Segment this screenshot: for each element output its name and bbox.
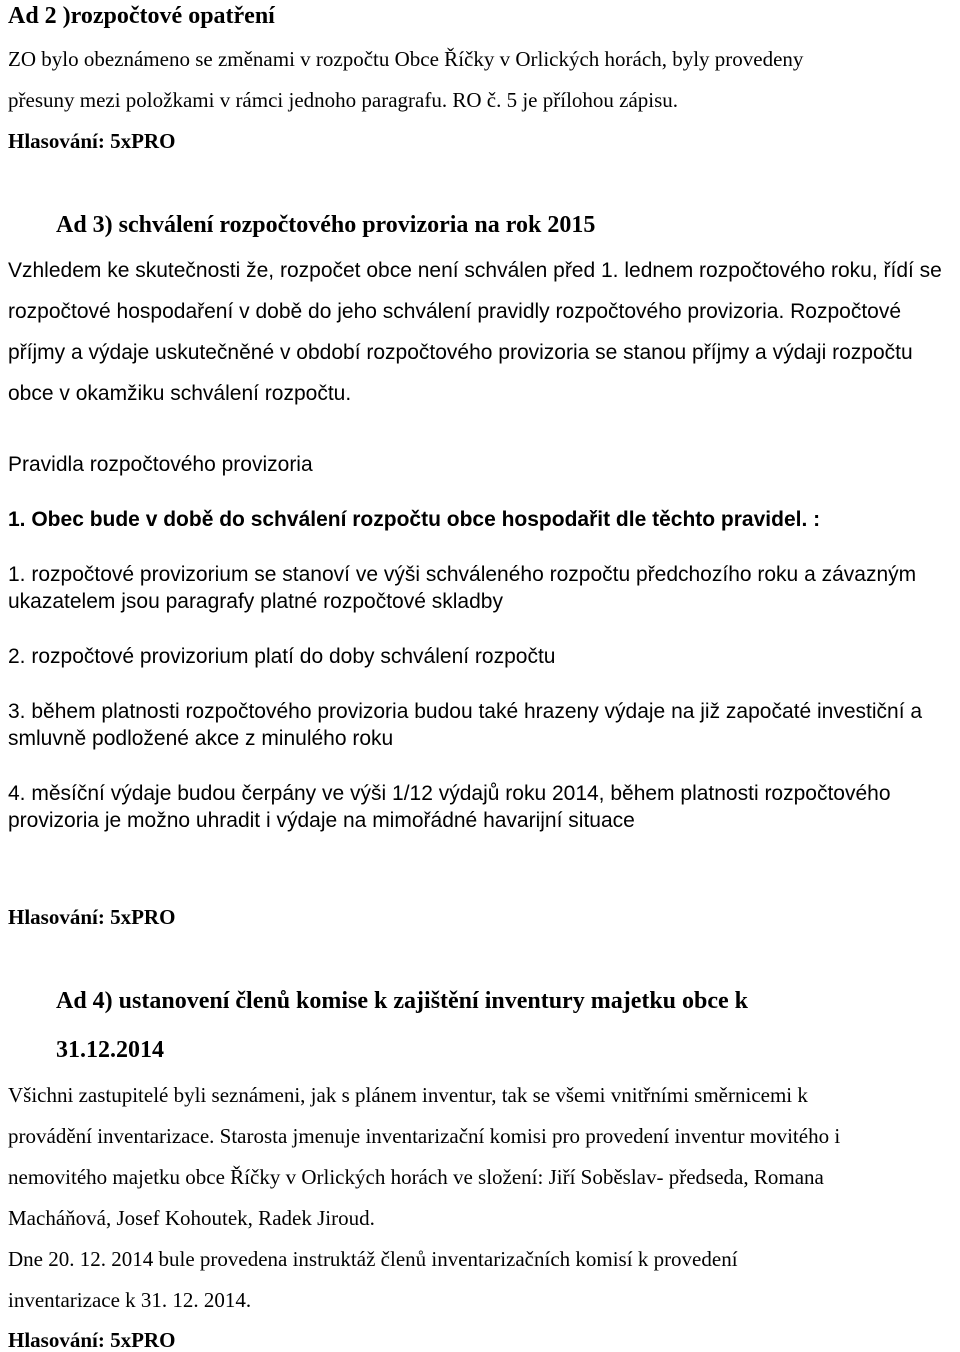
vote-result: Hlasování: 5xPRO — [8, 905, 176, 929]
section-heading-ad4-date: 31.12.2014 — [56, 1037, 164, 1063]
paragraph-line: obce v okamžiku schválení rozpočtu. — [8, 382, 352, 405]
rule-item-3-line-2: smluvně podložené akce z minulého roku — [8, 727, 394, 750]
paragraph-line: Macháňová, Josef Kohoutek, Radek Jiroud. — [8, 1206, 375, 1230]
paragraph-line: nemovitého majetku obce Říčky v Orlických horách ve složení: Jiří Soběslav- předseda, Romana — [8, 1165, 824, 1189]
rules-title: Pravidla rozpočtového provizoria — [8, 453, 313, 476]
vote-result: Hlasování: 5xPRO — [8, 1328, 176, 1352]
paragraph-line: Dne 20. 12. 2014 bule provedena instruktáž členů inventarizačních komisí k provedení — [8, 1247, 738, 1271]
paragraph-line: Všichni zastupitelé byli seznámeni, jak s plánem inventur, tak se všemi vnitřními směrnicemi k — [8, 1083, 808, 1107]
paragraph-line: příjmy a výdaje uskutečněné v období rozpočtového provizoria se stanou příjmy a výdaji rozpočtu — [8, 341, 913, 364]
rules-heading: 1. Obec bude v době do schválení rozpočtu obce hospodařit dle těchto pravidel. : — [8, 508, 821, 531]
rule-item-4-line-2: provizoria je možno uhradit i výdaje na mimořádné havarijní situace — [8, 809, 635, 832]
vote-result: Hlasování: 5xPRO — [8, 129, 176, 153]
rule-item-1-line-1: 1. rozpočtové provizorium se stanoví ve výši schváleného rozpočtu předchozího roku a závazným — [8, 563, 917, 586]
section-heading-ad2: Ad 2 )rozpočtové opatření — [8, 3, 275, 29]
paragraph-line: inventarizace k 31. 12. 2014. — [8, 1288, 252, 1312]
section-heading-ad3: Ad 3) schválení rozpočtového provizoria na rok 2015 — [56, 212, 596, 238]
section-heading-ad4: Ad 4) ustanovení členů komise k zajištění inventury majetku obce k — [56, 988, 749, 1014]
rule-item-1-line-2: ukazatelem jsou paragrafy platné rozpočtové skladby — [8, 590, 503, 613]
paragraph-line: rozpočtové hospodaření v době do jeho schválení pravidly rozpočtového provizoria. Rozpočtové — [8, 300, 902, 323]
paragraph-line: provádění inventarizace. Starosta jmenuje inventarizační komisi pro provedení inventur movitého i — [8, 1124, 841, 1148]
paragraph-line: ZO bylo obeznámeno se změnami v rozpočtu Obce Říčky v Orlických horách, byly provedeny — [8, 47, 804, 71]
rule-item-3-line-1: 3. během platnosti rozpočtového provizoria budou také hrazeny výdaje na již započaté investiční a — [8, 700, 923, 723]
rule-item-4-line-1: 4. měsíční výdaje budou čerpány ve výši 1/12 výdajů roku 2014, během platnosti rozpočtového — [8, 782, 891, 805]
paragraph-line: Vzhledem ke skutečnosti že, rozpočet obce není schválen před 1. lednem rozpočtového roku, řídí se — [8, 259, 942, 282]
paragraph-line: přesuny mezi položkami v rámci jednoho paragrafu. RO č. 5 je přílohou zápisu. — [8, 88, 679, 112]
rule-item-2: 2. rozpočtové provizorium platí do doby schválení rozpočtu — [8, 645, 556, 668]
